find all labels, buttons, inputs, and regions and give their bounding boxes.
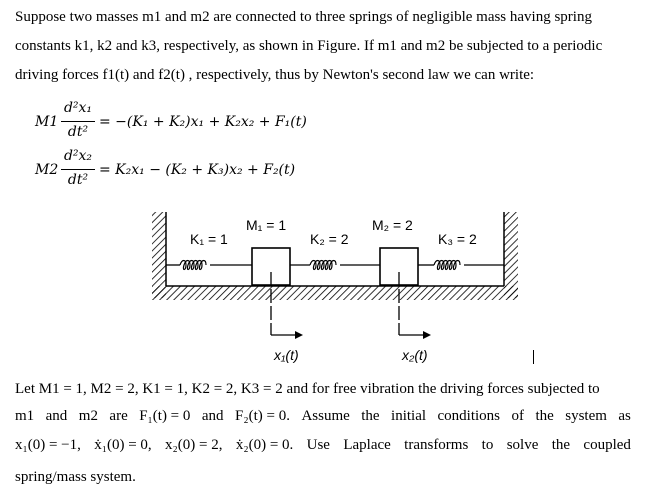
floor-hatch (152, 286, 518, 300)
condition-word: F₂(t) = 0. (235, 408, 290, 424)
conditions-line-4: spring/mass system. (15, 469, 136, 485)
spring-k2 (290, 261, 380, 270)
right-wall-hatch (504, 212, 518, 298)
label-x2: x₂(t) (402, 347, 428, 363)
condition-word: conditions (437, 408, 501, 424)
equation-2 (35, 148, 355, 192)
condition-word: m2 (78, 408, 98, 424)
condition-word: the (361, 408, 380, 424)
intro-line-2: constants k1, k2 and k3, respectively, as shown in Figure. If m1 and m2 be subjected to a periodic (15, 38, 603, 54)
label-m1: M₁ = 1 (246, 217, 287, 233)
spring-mass-diagram (150, 210, 520, 370)
label-m2: M₂ = 2 (372, 217, 413, 233)
eq2-mass: M2 (35, 162, 59, 178)
eq1-numerator: d²x₁ (63, 100, 93, 116)
eq2-rhs: = K₂x₁ − (K₂ + K₃)x₂ + F₂(t) (99, 162, 296, 178)
condition-word: the (535, 408, 554, 424)
intro-line-1: Suppose two masses m1 and m2 are connected to three springs of negligible mass having spring (15, 9, 592, 25)
condition-word: system (565, 408, 607, 424)
condition-word: are (109, 408, 128, 424)
conditions-line-1: Let M1 = 1, M2 = 2, K1 = 1, K2 = 2, K3 = 2 and for free vibration the driving forces subjected to (15, 381, 600, 397)
condition-word: Assume (301, 408, 350, 424)
condition-word: Laplace (343, 437, 391, 453)
conditions-line-3 (15, 437, 631, 454)
condition-word: coupled (583, 437, 631, 453)
spring-mass-figure (150, 210, 520, 375)
condition-word: solve (506, 437, 539, 453)
condition-word: initial (391, 408, 427, 424)
condition-word: as (618, 408, 631, 424)
label-x1: x₁(t) (274, 347, 299, 363)
text-cursor (533, 350, 534, 364)
label-k2: K₂ = 2 (310, 231, 349, 247)
condition-word: and (45, 408, 68, 424)
eq2-fraction-bar (61, 169, 95, 170)
condition-word: transforms (404, 437, 469, 453)
intro-line-3: driving forces f1(t) and f2(t) , respectively, thus by Newton's second law we can write: (15, 67, 535, 83)
eq1-fraction-bar (61, 121, 95, 122)
equation-1 (35, 100, 355, 144)
label-k1: K₁ = 1 (190, 231, 228, 247)
eq1-denominator: dt² (67, 124, 89, 140)
condition-word: the (551, 437, 571, 453)
label-k3: K₃ = 2 (438, 231, 477, 247)
condition-word: and (201, 408, 224, 424)
condition-word: x₁(0) = −1, (15, 437, 81, 453)
eq1-rhs: = −(K₁ + K₂)x₁ + K₂x₂ + F₁(t) (99, 114, 307, 130)
eq1-mass: M1 (35, 114, 59, 130)
condition-word: to (481, 437, 494, 453)
condition-word: ẋ₁(0) = 0, (94, 437, 152, 453)
spring-k1 (166, 261, 252, 270)
condition-word: m1 (15, 408, 35, 424)
condition-word: ẋ₂(0) = 0. (235, 437, 294, 453)
left-wall-hatch (152, 212, 166, 298)
spring-k3 (418, 261, 504, 270)
conditions-line-2 (15, 408, 631, 425)
condition-word: of (511, 408, 524, 424)
condition-word: F₁(t) = 0 (139, 408, 191, 424)
eq2-denominator: dt² (67, 172, 89, 188)
eq2-numerator: d²x₂ (63, 148, 93, 164)
condition-word: Use (306, 437, 330, 453)
condition-word: x₂(0) = 2, (165, 437, 223, 453)
